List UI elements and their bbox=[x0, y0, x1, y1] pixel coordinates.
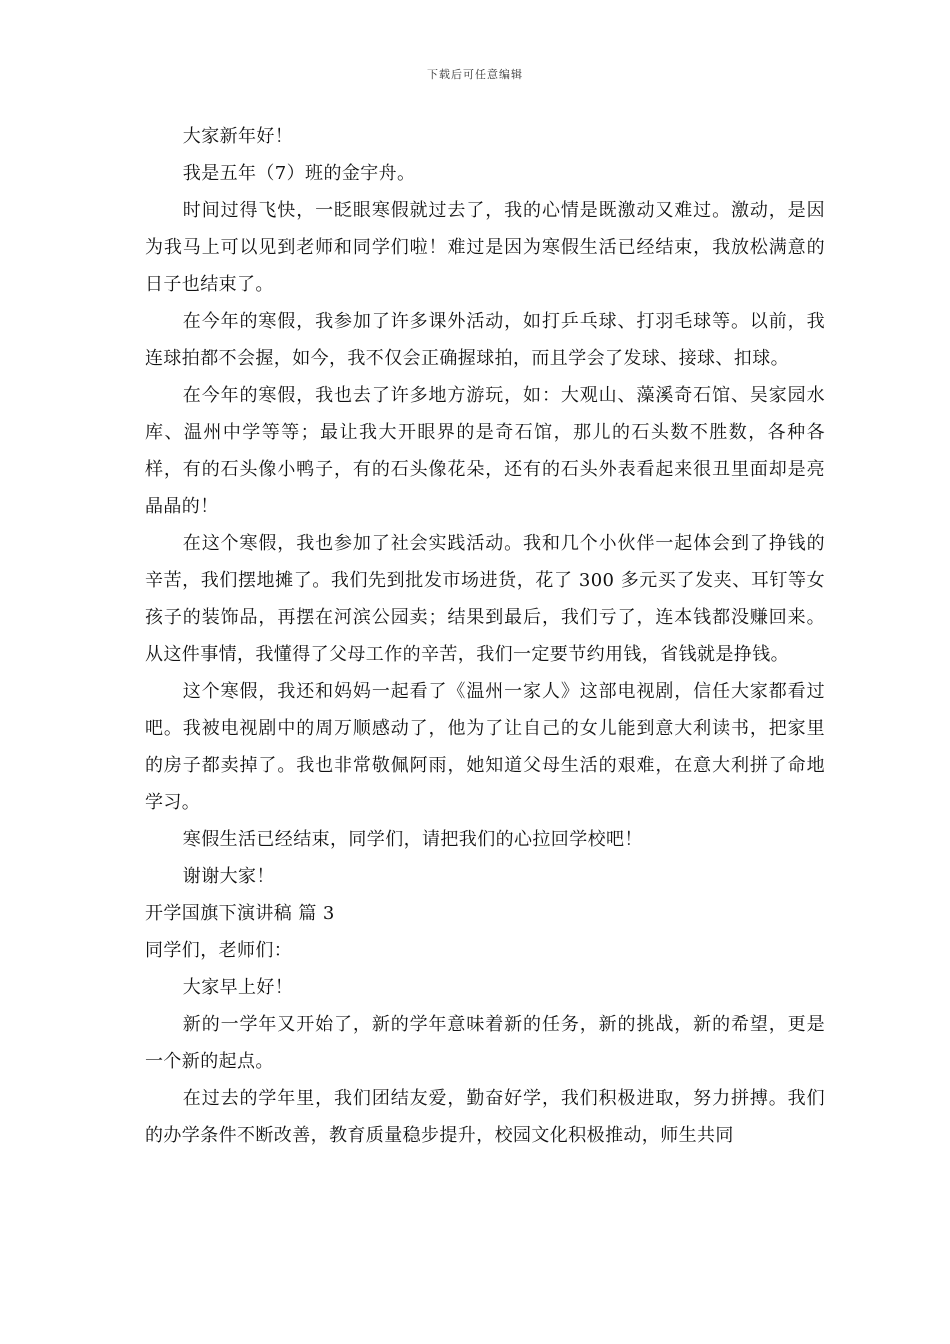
greeting-paragraph: 大家早上好！ bbox=[182, 977, 294, 998]
closing-paragraph: 寒假生活已经结束，同学们，请把我们的心拉回学校吧！ bbox=[182, 829, 643, 850]
body-paragraph: 在过去的学年里，我们团结友爱，勤奋好学，我们积极进取，努力拼搏。我们的办学条件不断改善，教育质量稳步提升，校园文化积极推动，师生共同 bbox=[145, 1088, 825, 1146]
greeting-paragraph: 大家新年好！ bbox=[182, 126, 294, 147]
body-paragraph: 在这个寒假，我也参加了社会实践活动。我和几个小伙伴一起体会到了挣钱的辛苦，我们摆地摊了。我们先到批发市场进货，花了 300 多元买了发夹、耳钉等女孩子的装饰品，再摆在河滨公园卖；结果到最后，我们亏了，连本钱都没赚回来。从这件事情，我懂得了父母工作的辛苦，我们一定要节约用钱，省钱就是挣钱。 bbox=[145, 533, 825, 665]
body-paragraph: 在今年的寒假，我也去了许多地方游玩，如：大观山、藻溪奇石馆、吴家园水库、温州中学等等；最让我大开眼界的是奇石馆，那儿的石头数不胜数，各种各样，有的石头像小鸭子，有的石头像花朵，还有的石头外表看起来很丑里面却是亮晶晶的！ bbox=[145, 385, 825, 517]
self-intro-paragraph: 我是五年（7）班的金宇舟。 bbox=[182, 163, 416, 184]
body-paragraph: 时间过得飞快，一眨眼寒假就过去了，我的心情是既激动又难过。激动，是因为我马上可以见到老师和同学们啦！难过是因为寒假生活已经结束，我放松满意的日子也结束了。 bbox=[145, 200, 825, 295]
body-paragraph: 新的一学年又开始了，新的学年意味着新的任务，新的挑战，新的希望，更是一个新的起点。 bbox=[145, 1014, 825, 1072]
document-body bbox=[145, 118, 825, 1154]
page-header: 下载后可任意编辑 bbox=[427, 68, 523, 81]
body-paragraph: 在今年的寒假，我参加了许多课外活动，如打乒乓球、打羽毛球等。以前，我连球拍都不会握，如今，我不仅会正确握球拍，而且学会了发球、接球、扣球。 bbox=[145, 311, 825, 369]
thanks-paragraph: 谢谢大家！ bbox=[182, 866, 275, 887]
body-paragraph: 这个寒假，我还和妈妈一起看了《温州一家人》这部电视剧，信任大家都看过吧。我被电视剧中的周万顺感动了，他为了让自己的女儿能到意大利读书，把家里的房子都卖掉了。我也非常敬佩阿雨，她知道父母生活的艰难，在意大利拼了命地学习。 bbox=[145, 681, 825, 813]
section-title: 开学国旗下演讲稿 篇 3 bbox=[145, 903, 335, 924]
salutation: 同学们，老师们： bbox=[145, 940, 293, 961]
